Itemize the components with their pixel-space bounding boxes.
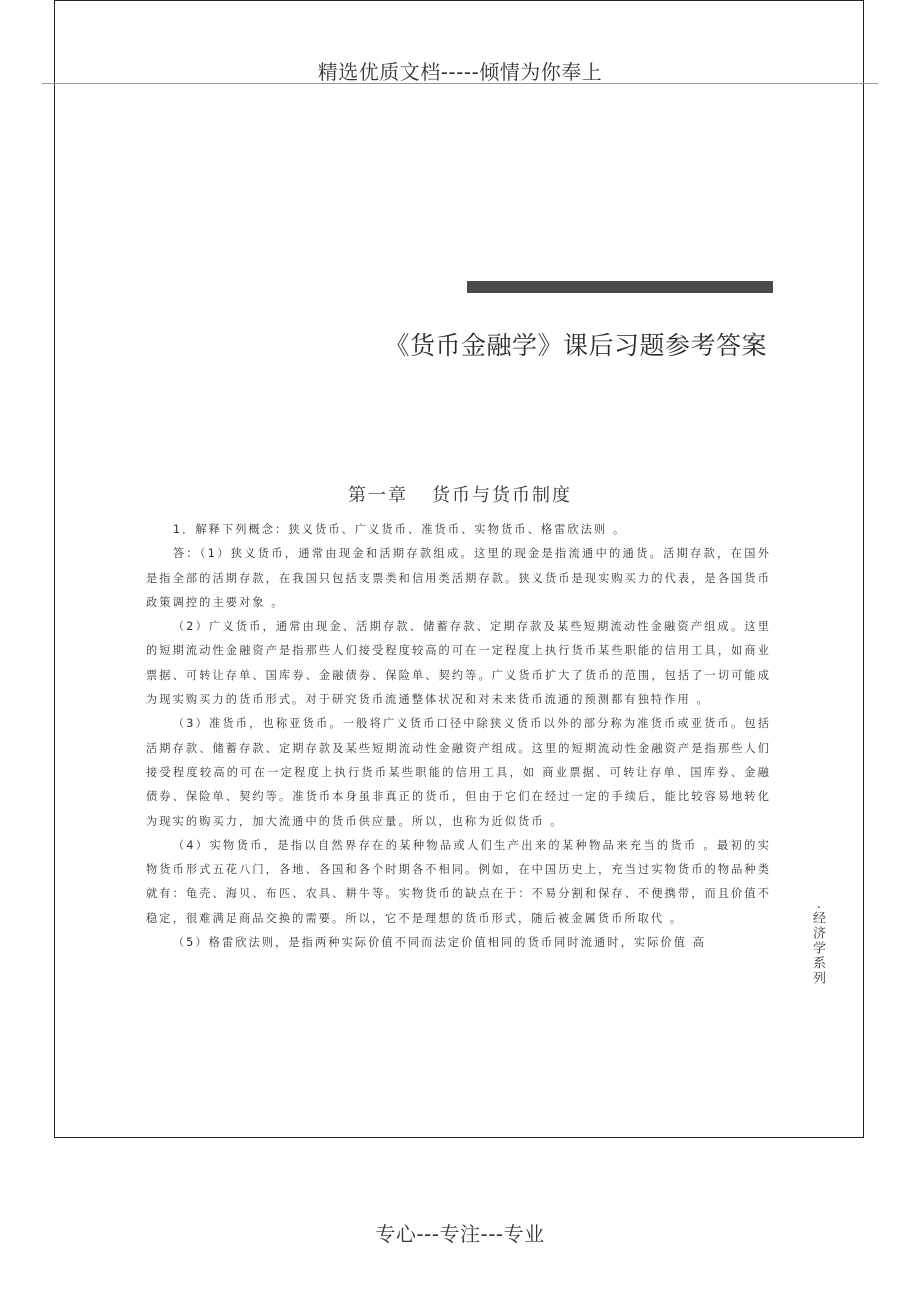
page-header: 精选优质文档-----倾情为你奉上	[317, 60, 603, 84]
chapter-number: 第一章	[348, 485, 408, 506]
body-text	[146, 518, 771, 955]
answer-paragraph: 答：（1）狭义货币，通常由现金和活期存款组成。这里的现金是指流通中的通货。活期存款，在国外是指全部的活期存款，在我国只包括支票类和信用类活期存款。狭义货币是现实购买力的代表，是各国货币政策调控的主要对象 。	[146, 547, 771, 609]
question-paragraph: 1．解释下列概念：狭义货币、广义货币、准货币、实物货币、格雷欣法则 。	[172, 523, 627, 536]
answer-paragraph: （4）实物货币，是指以自然界存在的某种物品或人们生产出来的某种物品来充当的货币 。最初的实物货币形式五花八门，各地、各国和各个时期各不相同。例如，在中国历史上，充当过实物货币的物品种类就有：龟壳、海贝、布匹、农具、耕牛等。实物货币的缺点在于：不易分割和保存、不便携带，而且价值不稳定，很难满足商品交换的需要。所以，它不是理想的货币形式，随后被金属货币所取代 。	[146, 838, 771, 925]
title-bar	[467, 281, 773, 293]
answer-paragraph: （3）准货币，也称亚货币。一般将广义货币口径中除狭义货币以外的部分称为准货币或亚货币。包括活期存款、储蓄存款、定期存款及某些短期流动性金融资产组成。这里的短期流动性金融资产是指那些人们接受程度较高的可在一定程度上执行货币某些职能的信用工具，如 商业票据、可转让存单、国库券、金融债券、保险单、契约等。准货币本身虽非真正的货币，但由于它们在经过一定的手续后，能比较容易地转化为现实的购买力，加大流通中的货币供应量。所以，也称为近似货币 。	[146, 717, 771, 828]
chapter-title	[0, 481, 920, 507]
document-title: 《货币金融学》课后习题参考答案	[384, 331, 767, 360]
answer-paragraph: （2）广义货币，通常由现金、活期存款、储蓄存款、定期存款及某些短期流动性金融资产组成。这里的短期流动性金融资产是指那些人们接受程度较高的可在一定程度上执行货币某些职能的信用工具，如商业票据、可转让存单、国库券、金融债券、保险单、契约等。广义货币扩大了货币的范围，包括了一切可能成为现实购买力的货币形式。对于研究货币流通整体状况和对未来货币流通的预测都有独特作用 。	[146, 620, 771, 707]
chapter-name: 货币与货币制度	[432, 485, 572, 506]
side-note: ·经济学系列	[810, 905, 825, 987]
answer-paragraph: （5）格雷欣法则，是指两种实际价值不同而法定价值相同的货币同时流通时，实际价值 高	[172, 936, 706, 950]
page-footer: 专心---专注---专业	[375, 1222, 545, 1246]
header-divider	[42, 83, 878, 84]
